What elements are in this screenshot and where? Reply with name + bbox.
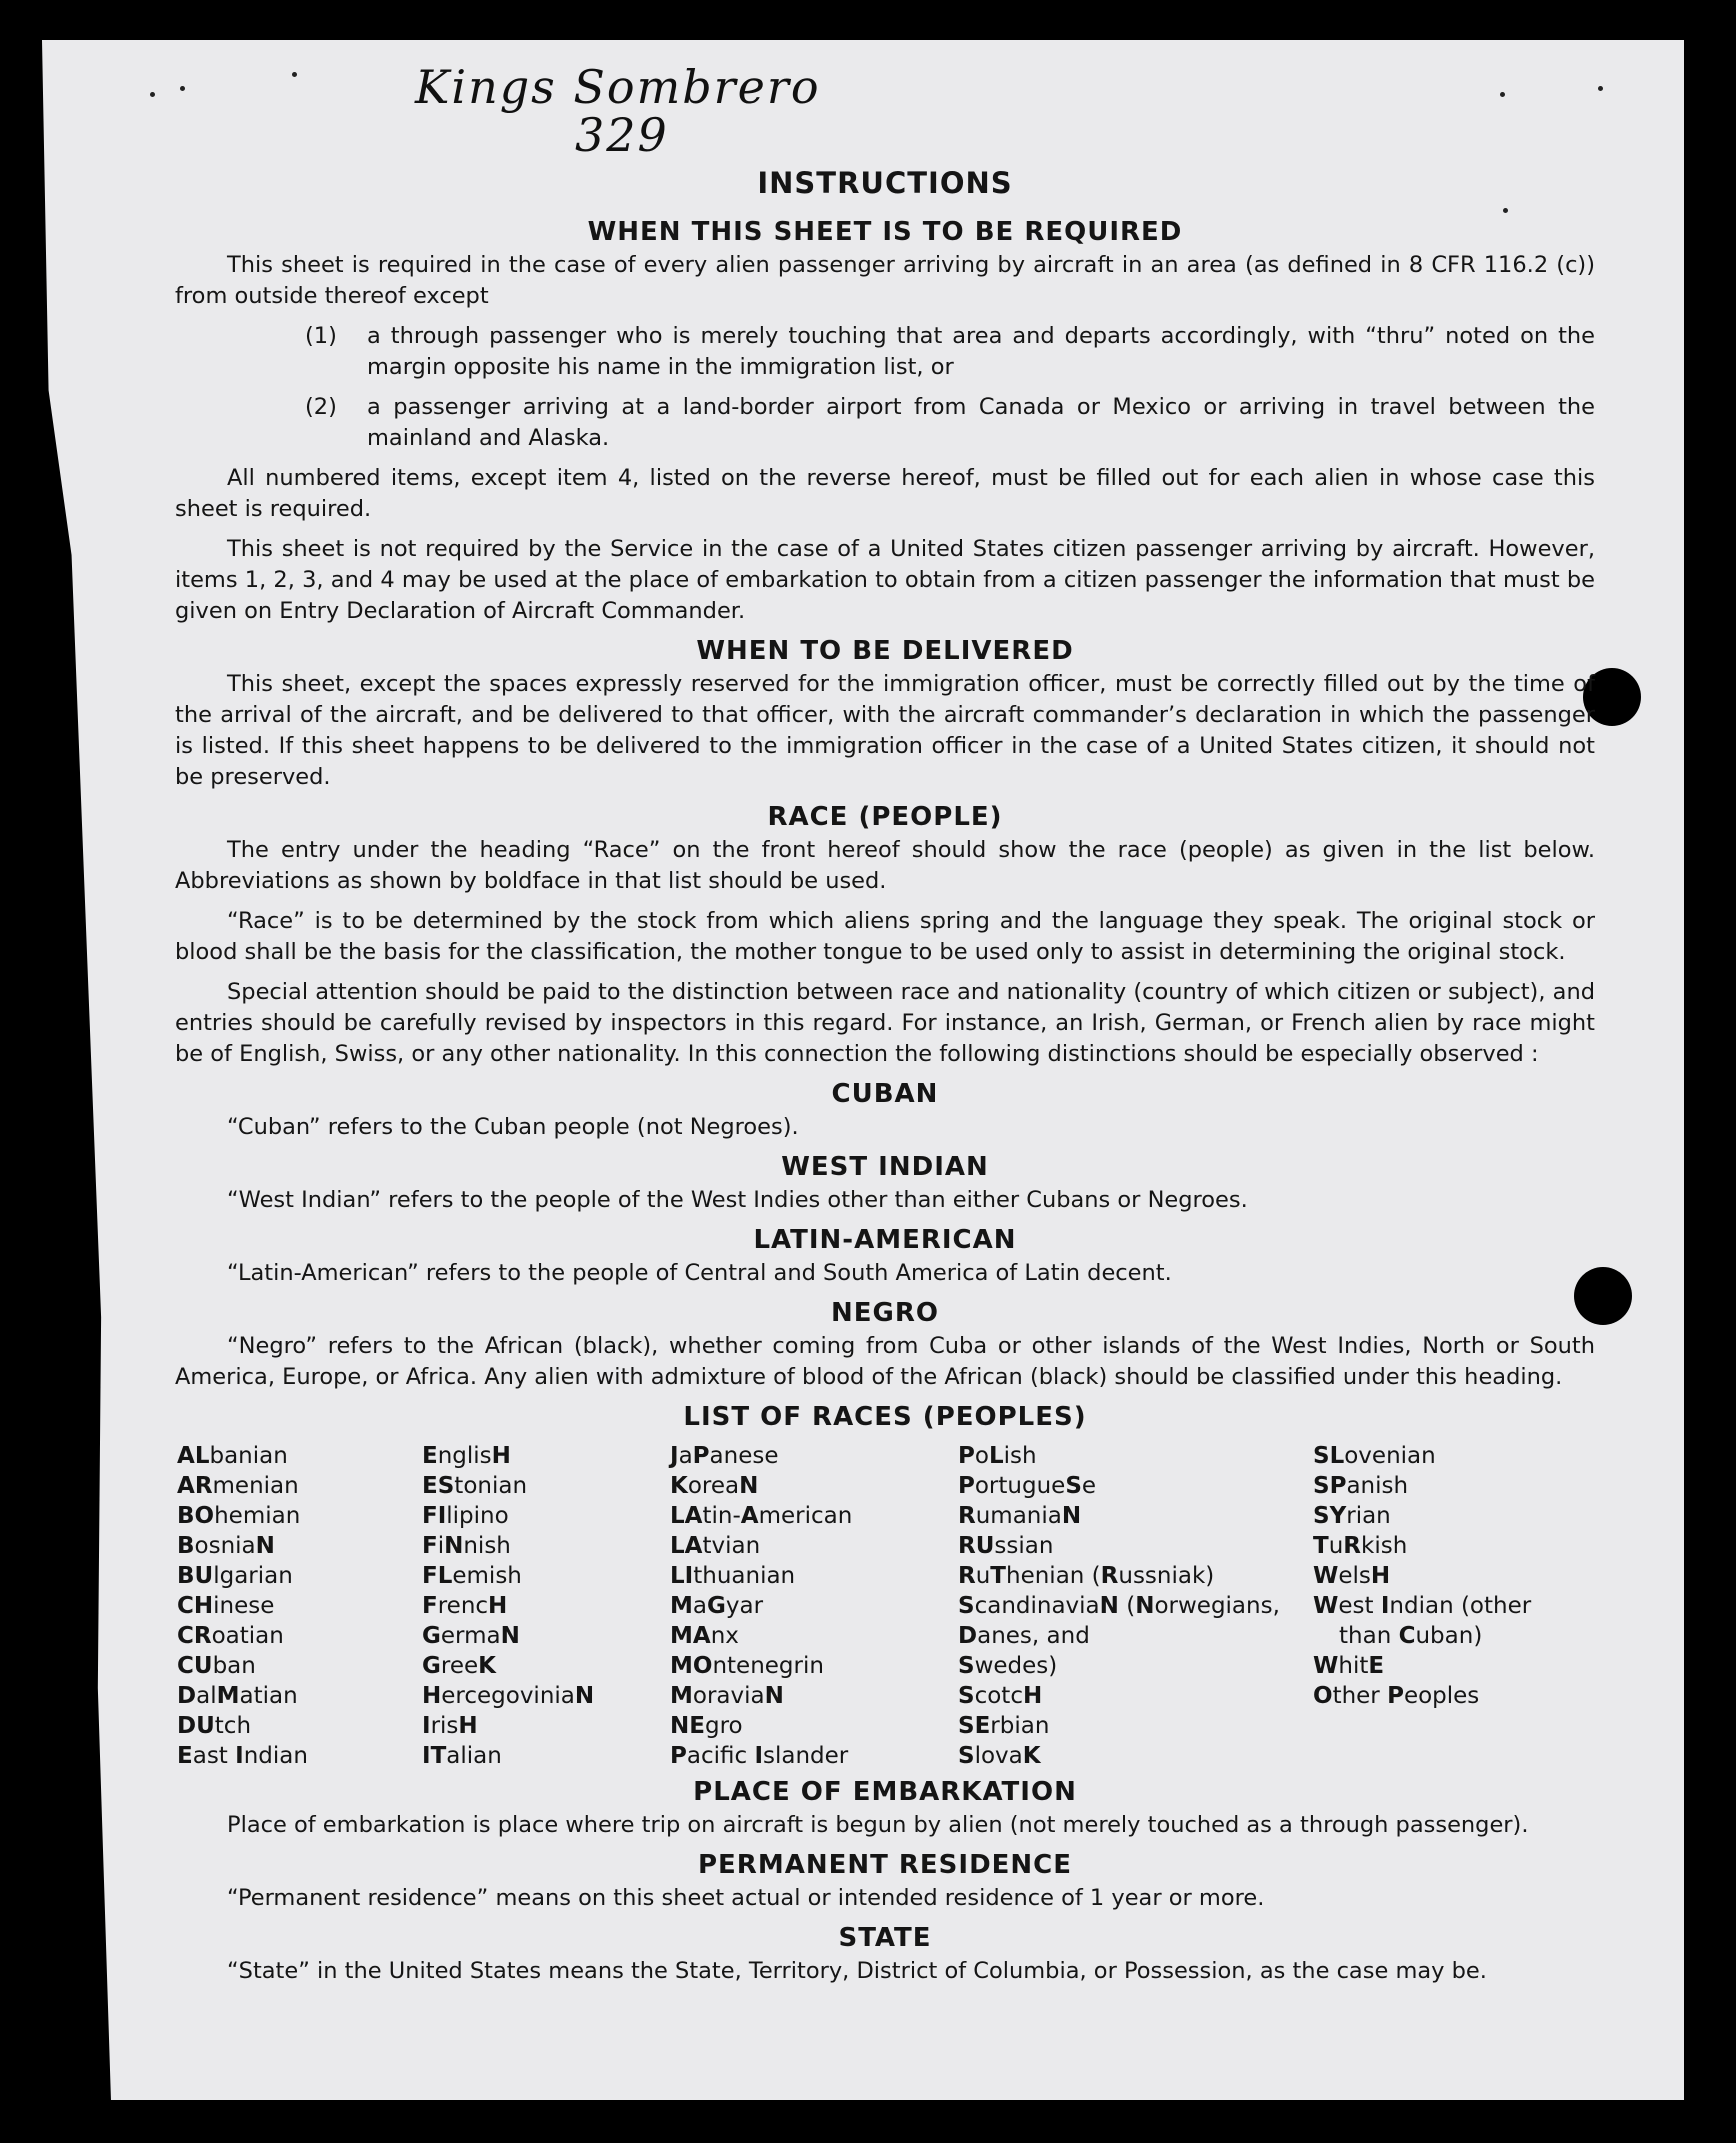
race-entry: FIlipino (422, 1503, 509, 1529)
speck (150, 92, 155, 97)
race-entry: ScotcH (958, 1683, 1043, 1709)
race-entry: IrisH (422, 1713, 478, 1739)
race-entry: WhitE (1313, 1653, 1385, 1679)
instructions-body (175, 168, 1595, 1996)
race-entry: ALbanian (177, 1443, 288, 1469)
race-entry: NEgro (670, 1713, 743, 1739)
race-entry: LIthuanian (670, 1563, 796, 1589)
race-entry: GermaN (422, 1623, 520, 1649)
section-heading-list-of-races: LIST OF RACES (PEOPLES) (683, 1402, 1087, 1432)
paragraph: This sheet is required in the case of every alien passenger arriving by aircraft in an area (as defined in 8 CFR 116.2 (c)) from outside thereof except (175, 252, 1595, 309)
paragraph: “Permanent residence” means on this sheet actual or intended residence of 1 year or more. (227, 1885, 1265, 1911)
paragraph: All numbered items, except item 4, listed on the reverse hereof, must be filled out for each alien in whose case this sheet is required. (175, 465, 1595, 522)
race-entry: SErbian (958, 1713, 1050, 1739)
race-entry: LAtin-American (670, 1503, 853, 1529)
item-number: (2) (305, 394, 337, 420)
race-list (177, 1441, 1595, 1771)
race-entry: BOhemian (177, 1503, 301, 1529)
paragraph: “Negro” refers to the African (black), whether coming from Cuba or other islands of the West Indies, North or South America, Europe, or Africa. Any alien with admixture of blood of the African (black) should be classified under this heading. (175, 1333, 1595, 1390)
race-entry: RuThenian (Russniak) (958, 1563, 1215, 1589)
race-entry: GreeK (422, 1653, 496, 1679)
race-entry: BUlgarian (177, 1563, 293, 1589)
section-heading-race: RACE (PEOPLE) (767, 802, 1003, 832)
speck (1500, 92, 1505, 97)
race-entry: LAtvian (670, 1533, 761, 1559)
race-column-2 (422, 1441, 670, 1771)
race-entry: RumaniaN (958, 1503, 1082, 1529)
paragraph: “Latin-American” refers to the people of Central and South America of Latin decent. (227, 1260, 1172, 1286)
race-entry: than Cuban) (1339, 1623, 1483, 1649)
race-entry: JaPanese (670, 1443, 779, 1469)
handwritten-note: Kings Sombrero (415, 60, 821, 114)
race-entry: MAnx (670, 1623, 739, 1649)
section-heading-embarkation: PLACE OF EMBARKATION (693, 1777, 1077, 1807)
race-entry: DalMatian (177, 1683, 298, 1709)
race-entry: PortugueSe (958, 1473, 1097, 1499)
exception-item (305, 392, 1595, 454)
race-entry: SlovaK (958, 1743, 1041, 1769)
race-entry: PoLish (958, 1443, 1037, 1469)
paragraph: Special attention should be paid to the distinction between race and nationality (country of which citizen or subject), and entries should be carefully revised by inspectors in this regard. For instance, an Irish, German, or French alien by race might be of English, Swiss, or any other nationality. In this connection the following distinctions should be especially observed : (175, 979, 1595, 1067)
paragraph: The entry under the heading “Race” on the front hereof should show the race (people) as given in the list below. Abbreviations as shown by boldface in that list should be used. (175, 837, 1595, 894)
race-entry: MaGyar (670, 1593, 764, 1619)
speck (292, 72, 297, 77)
section-heading-latin-american: LATIN-AMERICAN (753, 1225, 1017, 1255)
race-entry: DUtch (177, 1713, 252, 1739)
paragraph: Place of embarkation is place where trip on aircraft is begun by alien (not merely touched as a through passenger). (227, 1812, 1529, 1838)
race-column-1 (177, 1441, 422, 1771)
race-entry: EnglisH (422, 1443, 511, 1469)
page-title: INSTRUCTIONS (757, 166, 1013, 200)
race-entry: Other Peoples (1313, 1683, 1480, 1709)
race-entry: West Indian (other (1313, 1593, 1532, 1619)
paragraph: This sheet is not required by the Service in the case of a United States citizen passenger arriving by aircraft. However, items 1, 2, 3, and 4 may be used at the place of embarkation to obtain from a citizen passenger the information that must be given on Entry Declaration of Aircraft Commander. (175, 536, 1595, 624)
section-heading-cuban: CUBAN (831, 1079, 939, 1109)
speck (180, 86, 185, 91)
race-entry: ITalian (422, 1743, 502, 1769)
race-entry: TuRkish (1313, 1533, 1408, 1559)
race-entry: CHinese (177, 1593, 275, 1619)
section-heading-west-indian: WEST INDIAN (781, 1152, 989, 1182)
speck (1598, 86, 1603, 91)
race-column-3 (670, 1441, 958, 1771)
race-entry: MoraviaN (670, 1683, 784, 1709)
race-entry: WelsH (1313, 1563, 1391, 1589)
paragraph: “State” in the United States means the State, Territory, District of Columbia, or Possession, as the case may be. (227, 1958, 1487, 1984)
race-entry: FrencH (422, 1593, 508, 1619)
handwritten-number: 329 (575, 108, 669, 162)
race-entry: EStonian (422, 1473, 528, 1499)
race-entry: Pacific Islander (670, 1743, 849, 1769)
paragraph: “Cuban” refers to the Cuban people (not Negroes). (227, 1114, 799, 1140)
section-heading-residence: PERMANENT RESIDENCE (697, 1850, 1073, 1880)
paragraph: “West Indian” refers to the people of the West Indies other than either Cubans or Negroes. (227, 1187, 1248, 1213)
race-column-4 (958, 1441, 1313, 1771)
race-entry: ARmenian (177, 1473, 299, 1499)
race-entry: SPanish (1313, 1473, 1409, 1499)
paragraph: This sheet, except the spaces expressly reserved for the immigration officer, must be correctly filled out by the time of the arrival of the aircraft, and be delivered to that officer, with the aircraft commander’s declaration in which the passenger is listed. If this sheet happens to be delivered to the immigration officer in the case of a United States citizen, it should not be preserved. (175, 671, 1595, 790)
race-entry: East Indian (177, 1743, 308, 1769)
race-entry: FiNnish (422, 1533, 511, 1559)
race-entry: CUban (177, 1653, 256, 1679)
race-entry: HercegoviniaN (422, 1683, 595, 1709)
section-heading-state: STATE (838, 1923, 932, 1953)
item-number: (1) (305, 323, 337, 349)
race-entry: SLovenian (1313, 1443, 1436, 1469)
race-column-5 (1313, 1441, 1593, 1771)
race-entry: Danes, and (958, 1623, 1090, 1649)
exception-item (305, 321, 1595, 383)
paragraph: “Race” is to be determined by the stock from which aliens spring and the language they speak. The original stock or blood shall be the basis for the classification, the mother tongue to be used only to assist in determining the original stock. (175, 908, 1595, 965)
race-entry: MOntenegrin (670, 1653, 824, 1679)
section-heading-delivered: WHEN TO BE DELIVERED (696, 636, 1074, 666)
item-text: a through passenger who is merely touching that area and departs accordingly, with “thru” noted on the margin opposite his name in the immigration list, or (367, 323, 1595, 380)
section-heading-required: WHEN THIS SHEET IS TO BE REQUIRED (587, 217, 1183, 247)
race-entry: RUssian (958, 1533, 1054, 1559)
race-entry: KoreaN (670, 1473, 759, 1499)
race-entry: BosniaN (177, 1533, 275, 1559)
section-heading-negro: NEGRO (831, 1298, 939, 1328)
race-entry: ScandinaviaN (Norwegians, (958, 1593, 1280, 1619)
race-entry: FLemish (422, 1563, 522, 1589)
race-entry: Swedes) (958, 1653, 1058, 1679)
item-text: a passenger arriving at a land-border airport from Canada or Mexico or arriving in travel between the mainland and Alaska. (367, 394, 1595, 451)
race-entry: CRoatian (177, 1623, 284, 1649)
race-entry: SYrian (1313, 1503, 1391, 1529)
